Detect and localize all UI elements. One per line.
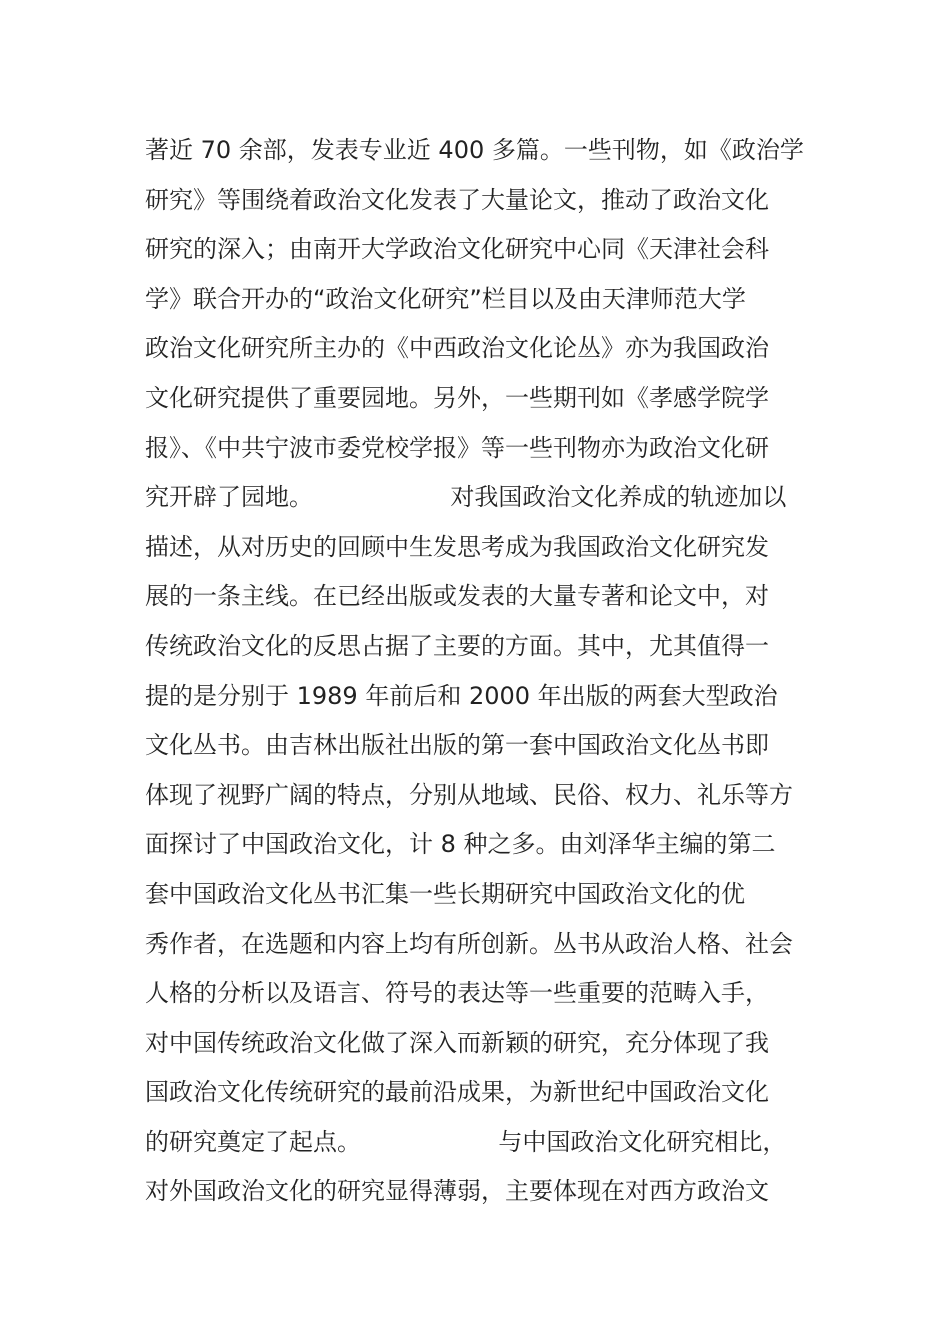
text-line: 文化研究提供了重要园地。另外，一些期刊如《孝感学院学: [145, 383, 769, 412]
text-line: 学》联合开办的“政治文化研究”栏目以及由天津师范大学: [145, 284, 746, 313]
text-line: 政治文化研究所主办的《中西政治文化论丛》亦为我国政治: [145, 334, 769, 363]
text-line: 对外国政治文化的研究显得薄弱，主要体现在对西方政治文: [145, 1177, 769, 1206]
text-line: 研究的深入；由南开大学政治文化研究中心同《天津社会科: [145, 235, 769, 264]
text-line: 著近 70 余部，发表专业近 400 多篇。一些刊物，如《政治学: [145, 136, 804, 164]
text-line: 对中国传统政治文化做了深入而新颖的研究，充分体现了我: [145, 1028, 769, 1057]
text-line: 报》、《中共宁波市委党校学报》等一些刊物亦为政治文化研: [145, 433, 769, 462]
text-line: 国政治文化传统研究的最前沿成果，为新世纪中国政治文化: [145, 1078, 769, 1107]
text-line: 的研究奠定了起点。 与中国政治文化研究相比，: [145, 1127, 787, 1156]
text-line: 传统政治文化的反思占据了主要的方面。其中，尤其值得一: [145, 631, 769, 660]
text-line: 面探讨了中国政治文化，计 8 种之多。由刘泽华主编的第二: [145, 830, 776, 859]
text-line: 文化丛书。由吉林出版社出版的第一套中国政治文化丛书即: [145, 731, 769, 760]
text-line: 体现了视野广阔的特点，分别从地域、民俗、权力、礼乐等方: [145, 780, 793, 809]
text-line: 描述，从对历史的回顾中生发思考成为我国政治文化研究发: [145, 532, 769, 561]
body-text: [145, 126, 815, 1217]
text-line: 人格的分析以及语言、符号的表达等一些重要的范畴入手，: [145, 979, 769, 1008]
text-line: 研究》等围绕着政治文化发表了大量论文，推动了政治文化: [145, 185, 769, 214]
text-line: 套中国政治文化丛书汇集一些长期研究中国政治文化的优: [145, 879, 745, 908]
text-line: 展的一条主线。在已经出版或发表的大量专著和论文中，对: [145, 582, 769, 611]
text-line: 究开辟了园地。 对我国政治文化养成的轨迹加以: [145, 483, 787, 512]
text-line: 秀作者，在选题和内容上均有所创新。丛书从政治人格、社会: [145, 929, 793, 958]
text-line: 提的是分别于 1989 年前后和 2000 年出版的两套大型政治: [145, 681, 778, 710]
